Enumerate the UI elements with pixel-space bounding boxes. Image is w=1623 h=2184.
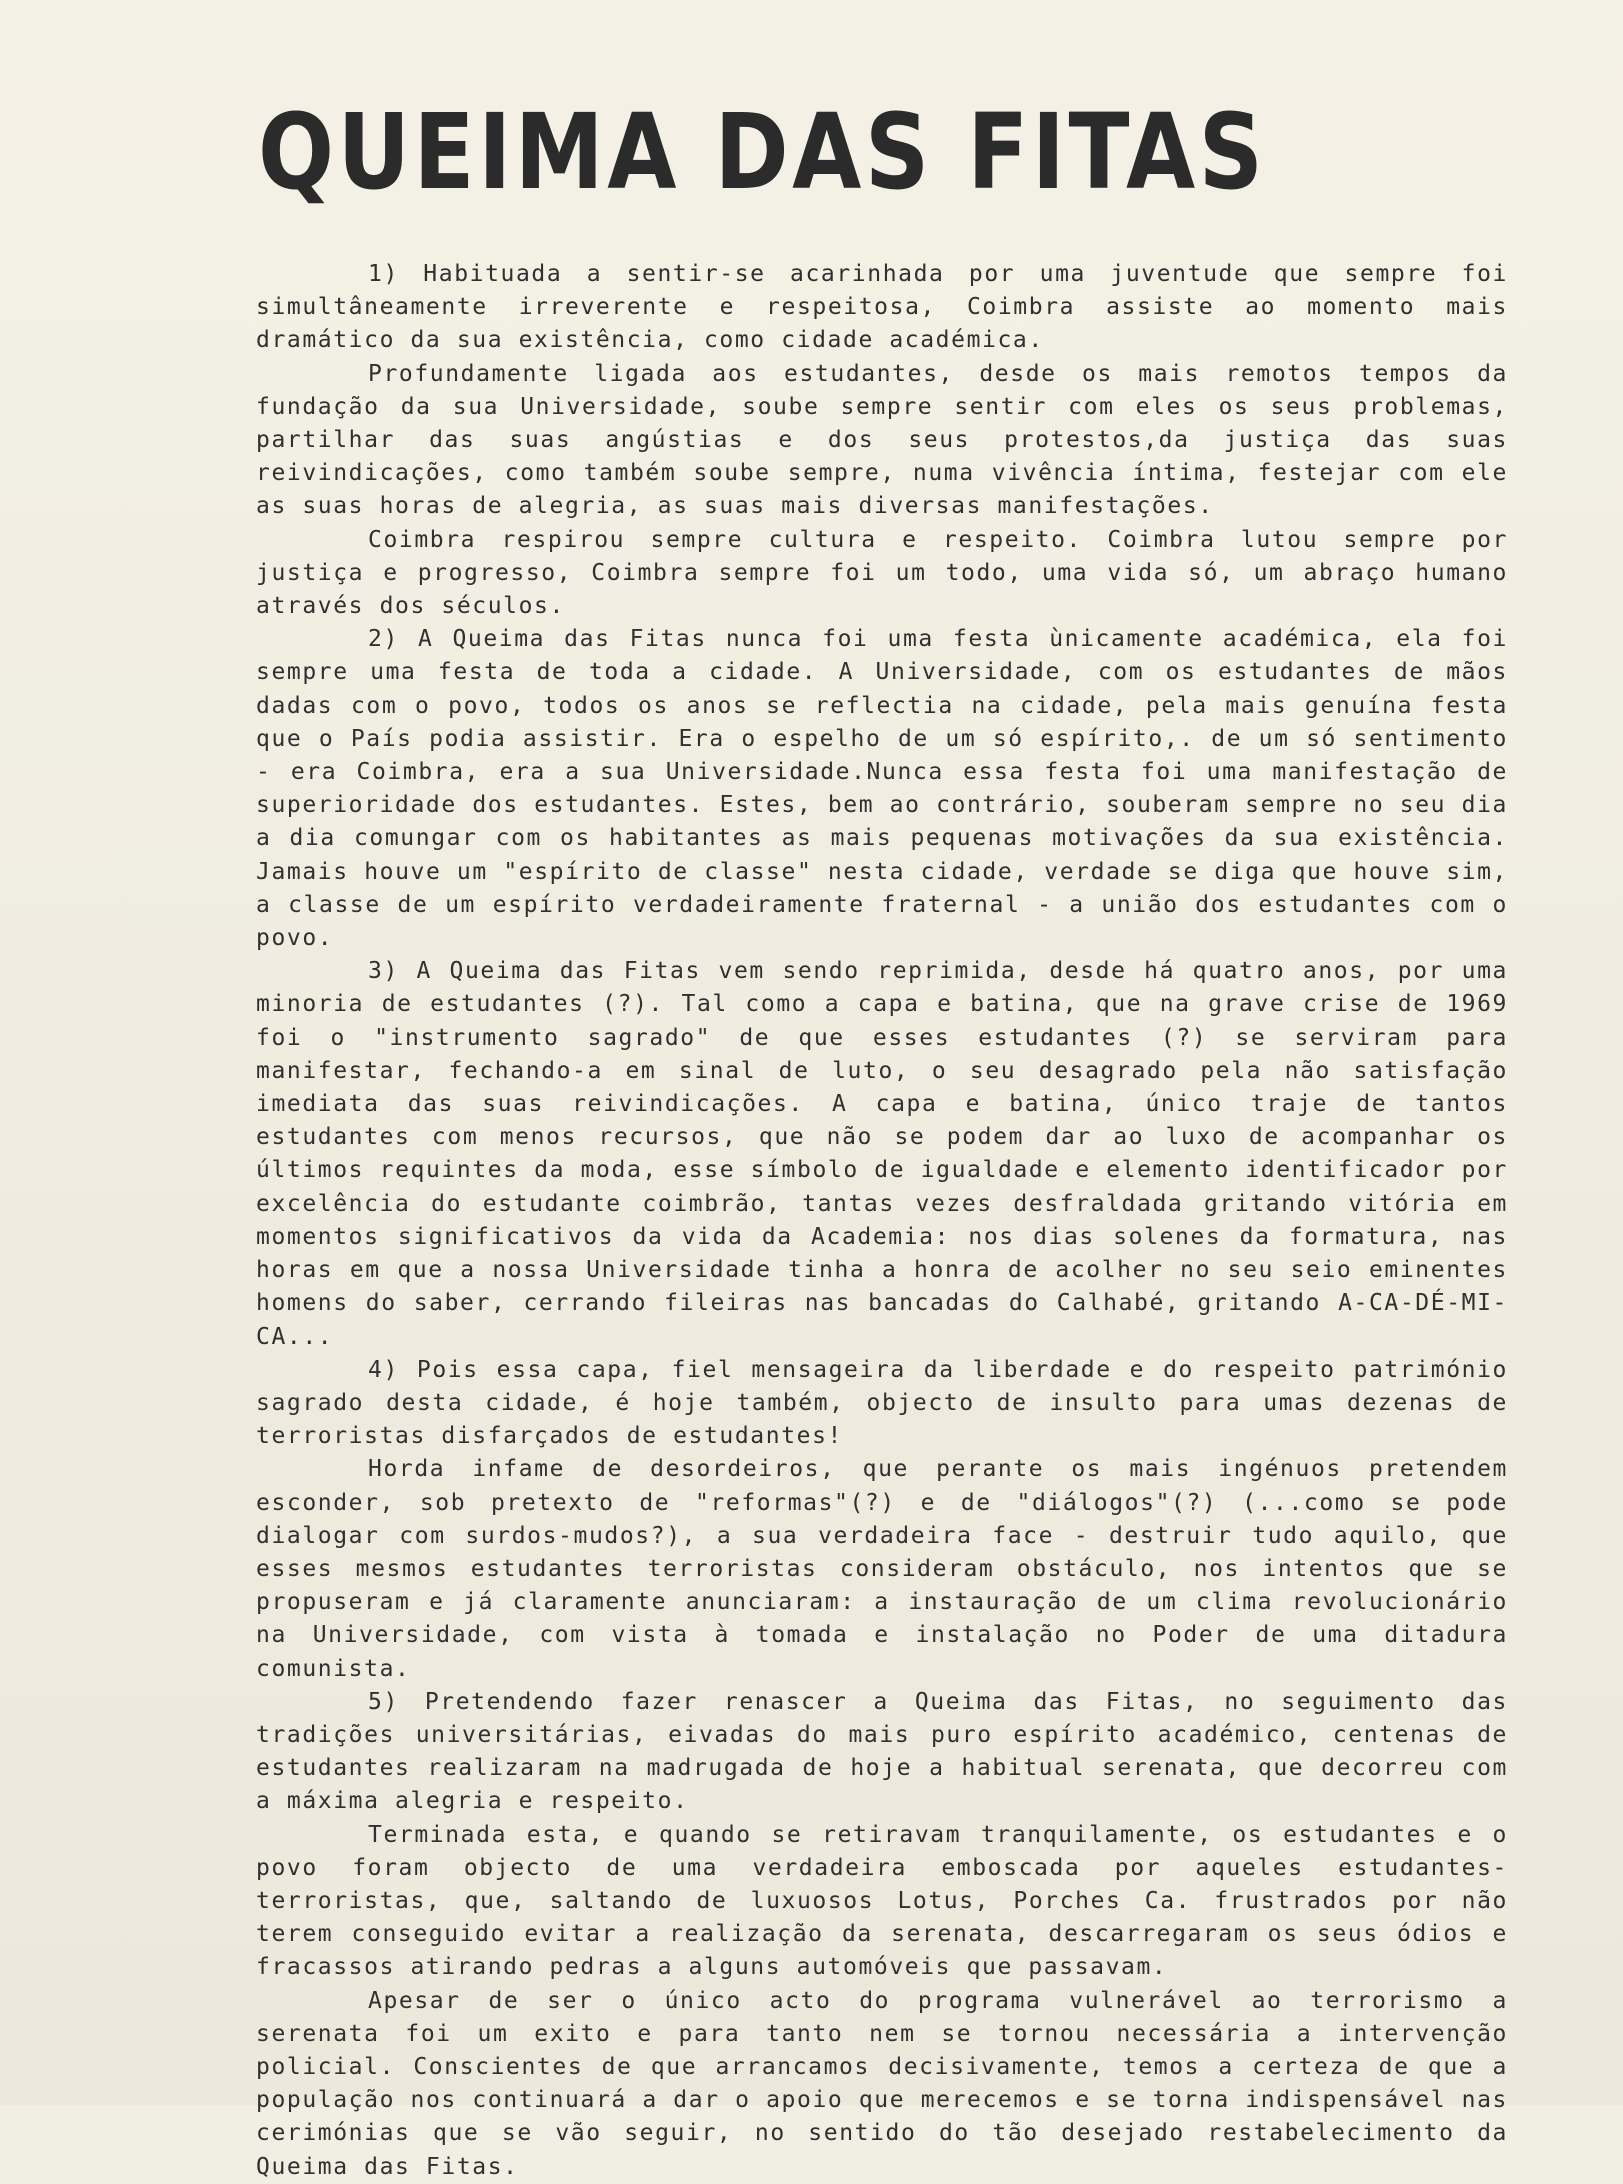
paragraph-4: 2) A Queima das Fitas nunca foi uma festa ùnicamente académica, ela foi sempre uma festa de toda a cidade. A Universidade, com os estudantes de mãos dadas com o povo, todos os anos se reflectia na cidade, pela mais genuína festa que o País podia assistir. Era o espelho de um só espírito,. de um só sentimento - era Coimbra, era a sua Universidade.Nunca essa festa foi uma manifestação de superioridade dos estudantes. Estes, bem ao contrário, souberam sempre no seu dia a dia comungar com os habitantes as mais pequenas motivações da sua existência. Jamais houve um "espírito de classe" nesta cidade, verdade se diga que houve sim, a classe de um espírito verdadeiramente fraternal - a união dos estudantes com o povo.	[256, 626, 1508, 952]
paragraph-6: 4) Pois essa capa, fiel mensageira da liberdade e do respeito património sagrado desta cidade, é hoje também, objecto de insulto para umas dezenas de terroristas disfarçados de estudantes!	[256, 1356, 1508, 1450]
paragraph-8: 5) Pretendendo fazer renascer a Queima das Fitas, no seguimento das tradições universitárias, eivadas do mais puro espírito académico, centenas de estudantes realizaram na madrugada de hoje a habitual serenata, que decorreu com a máxima alegria e respeito.	[256, 1688, 1508, 1815]
paragraph-9: Terminada esta, e quando se retiravam tranquilamente, os estudantes e o povo foram objecto de uma verdadeira emboscada por aqueles estudantes-terroristas, que, saltando de luxuosos Lotus, Porches Ca. frustrados por não terem conseguido evitar a realização da serenata, descarregaram os seus ódios e fracassos atirando pedras a alguns automóveis que passavam.	[256, 1821, 1508, 1981]
paragraph-7: Horda infame de desordeiros, que perante os mais ingénuos pretendem esconder, sob pretexto de "reformas"(?) e de "diálogos"(?) (...como se pode dialogar com surdos-mudos?), a sua verdadeira face - destruir tudo aquilo, que esses mesmos estudantes terroristas consideram obstáculo, nos intentos que se propuseram e já claramente anunciaram: a instauração de um clima revolucionário na Universidade, com vista à tomada e instalação no Poder de uma ditadura comunista.	[256, 1456, 1508, 1682]
paragraph-1: 1) Habituada a sentir-se acarinhada por uma juventude que sempre foi simultâneamente irreverente e respeitosa, Coimbra assiste ao momento mais dramático da sua existência, como cidade académica.	[256, 261, 1508, 354]
paragraph-3: Coimbra respirou sempre cultura e respeito. Coimbra lutou sempre por justiça e progresso, Coimbra sempre foi um todo, uma vida só, um abraço humano através dos séculos.	[256, 526, 1508, 620]
paragraph-2: Profundamente ligada aos estudantes, desde os mais remotos tempos da fundação da sua Universidade, soube sempre sentir com eles os seus problemas, partilhar das suas angústias e dos seus protestos,da justiça das suas reivindicações, como também soube sempre, numa vivência íntima, festejar com ele as suas horas de alegria, as suas mais diversas manifestações.	[256, 360, 1508, 520]
paragraph-10: Apesar de ser o único acto do programa vulnerável ao terrorismo a serenata foi um exito e para tanto nem se tornou necessária a intervenção policial. Conscientes de que arrancamos decisivamente, temos a certeza de que a população nos continuará a dar o apoio que merecemos e se torna indispensável nas cerimónias que se vão seguir, no sentido do tão desejado restabelecimento da Queima das Fitas.	[256, 1987, 1508, 2180]
document-body	[256, 258, 1508, 2184]
paragraph-5: 3) A Queima das Fitas vem sendo reprimida, desde há quatro anos, por uma minoria de estudantes (?). Tal como a capa e batina, que na grave crise de 1969 foi o "instrumento sagrado" de que esses estudantes (?) se serviram para manifestar, fechando-a em sinal de luto, o seu desagrado pela não satisfação imediata das suas reivindicações. A capa e batina, único traje de tantos estudantes com menos recursos, que não se podem dar ao luxo de acompanhar os últimos requintes da moda, esse símbolo de igualdade e elemento identificador por excelência do estudante coimbrão, tantas vezes desfraldada gritando vitória em momentos significativos da vida da Academia: nos dias solenes da formatura, nas horas em que a nossa Universidade tinha a honra de acolher no seu seio eminentes homens do saber, cerrando fileiras nas bancadas do Calhabé, gritando A-CA-DÉ-MI-CA...	[256, 958, 1508, 1350]
document-title: QUEIMA DAS FITAS	[258, 91, 1267, 213]
